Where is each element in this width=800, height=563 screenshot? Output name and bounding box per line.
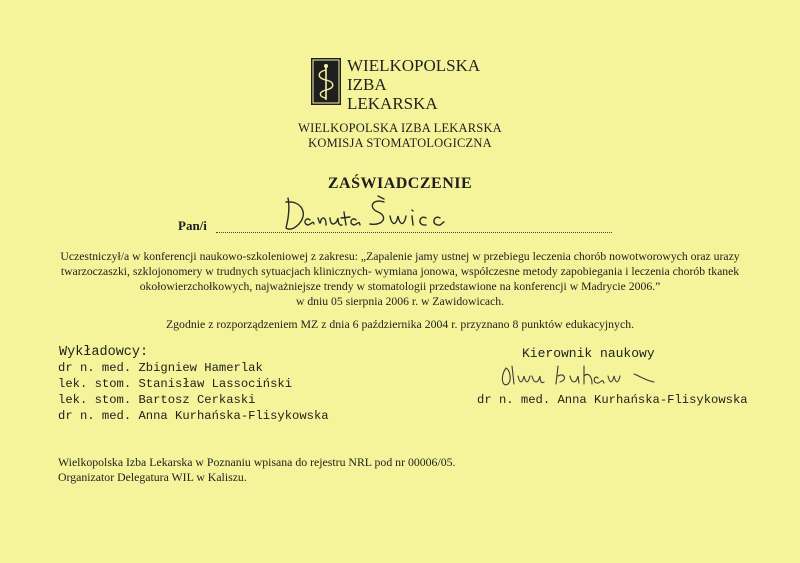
body-paragraph	[60, 249, 740, 309]
page-title: ZAŚWIADCZENIE	[327, 175, 473, 192]
body-line-2: twarzoczaszki, szklojonomery w trudnych sytuacjach klinicznych- wymiana jonowa, współczesne metody zapobiegania i leczenia chorób tkanek	[60, 265, 740, 278]
supervisor-name: dr n. med. Anna Kurhańska-Flisykowska	[477, 393, 748, 407]
body-line-1: Uczestniczył/a w konferencji naukowo-szkoleniowej z zakresu: „Zapalenie jamy ustnej w przebiegu leczenia chorób nowotworowych oraz urazy	[60, 250, 740, 263]
footer-registry: Wielkopolska Izba Lekarska w Poznaniu wpisana do rejestru NRL pod nr 00006/05.	[58, 455, 456, 469]
logo-wordmark	[347, 56, 480, 113]
supervisor-heading: Kierownik naukowy	[522, 346, 655, 361]
commission-name: KOMISJA STOMATOLOGICZNA	[308, 136, 492, 150]
logo-line-1: WIELKOPOLSKA	[347, 56, 481, 75]
accreditation-text: Zgodnie z rozporządzeniem MZ z dnia 6 października 2004 r. przyznano 8 punktów edukacyjnych.	[165, 317, 635, 331]
recipient-label: Pan/i	[178, 218, 207, 233]
recipient-name-handwritten	[280, 194, 450, 241]
lecturer-name: lek. stom. Stanisław Lassociński	[58, 377, 293, 391]
body-line-4: w dniu 05 sierpnia 2006 r. w Zawidowicach.	[295, 295, 505, 308]
logo-line-2: IZBA	[347, 75, 387, 94]
supervisor-signature	[498, 362, 668, 397]
logo-line-3: LEKARSKA	[347, 94, 438, 113]
footer-organizer: Organizator Delegatura WIL w Kaliszu.	[58, 470, 247, 484]
lecturers-heading: Wykładowcy:	[59, 345, 149, 360]
body-line-3: okołowierzchołkowych, najważniejsze trendy w stomatologii przedstawione na konferencji w Madrycie 2006.”	[139, 280, 661, 293]
lecturer-name: dr n. med. Anna Kurhańska-Flisykowska	[58, 409, 329, 423]
lecturer-name: dr n. med. Zbigniew Hamerlak	[58, 361, 263, 375]
caduceus-logo-icon	[311, 58, 341, 105]
org-name: WIELKOPOLSKA IZBA LEKARSKA	[298, 121, 502, 135]
lecturer-name: lek. stom. Bartosz Cerkaski	[58, 393, 256, 407]
